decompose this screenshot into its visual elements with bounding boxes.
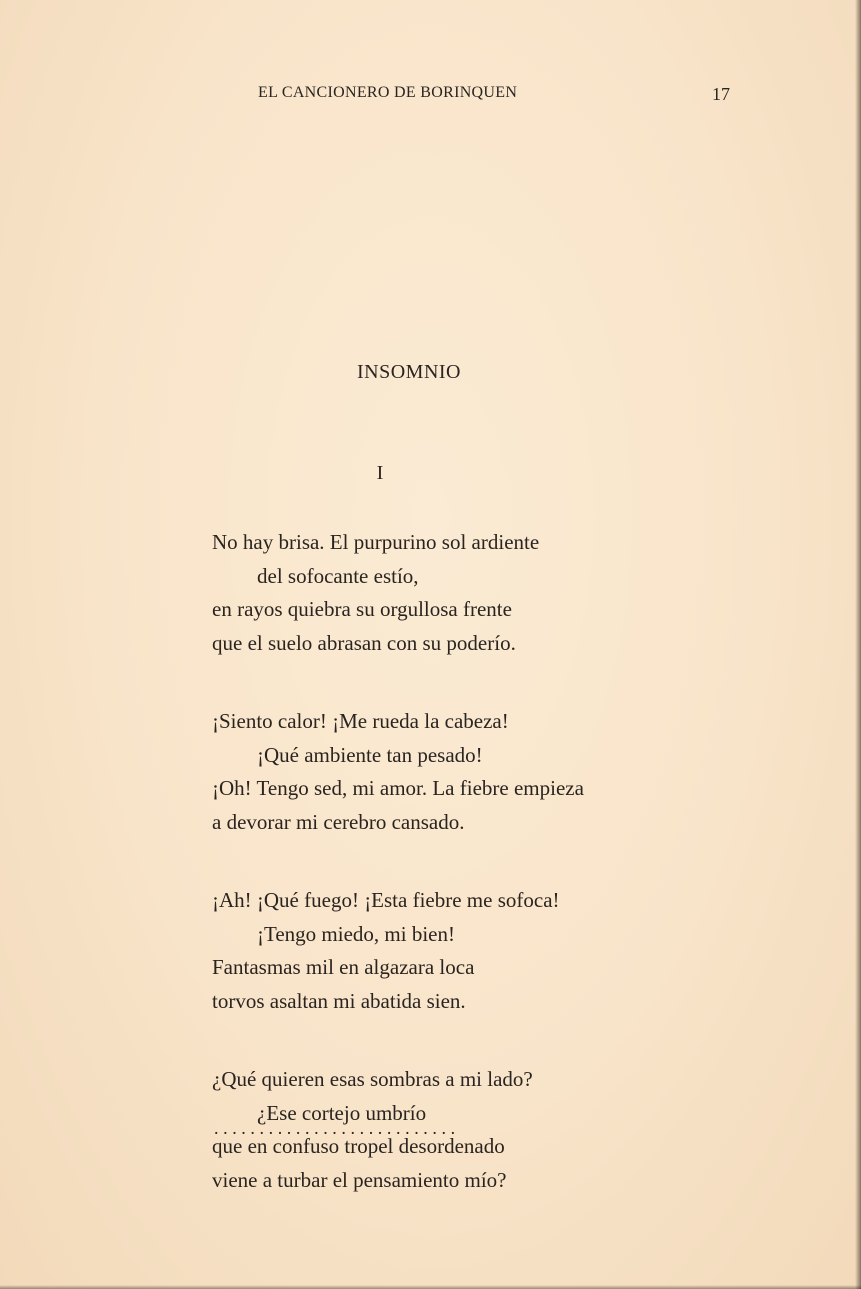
verse-line: viene a turbar el pensamiento mío?: [212, 1167, 507, 1192]
verse-line: ¡Siento calor! ¡Me rueda la cabeza!: [212, 709, 509, 733]
page-edge-shadow-bottom: [0, 1285, 861, 1289]
page-edge-shadow-right: [855, 0, 861, 1289]
running-head: EL CANCIONERO DE BORINQUEN: [258, 84, 518, 101]
verse-line: ¡Qué ambiente tan pesado!: [257, 742, 483, 767]
poem-title: INSOMNIO: [357, 361, 461, 383]
verse-line: en rayos quiebra su orgullosa frente: [212, 597, 512, 621]
ellipsis-dots: ...........................: [214, 1118, 460, 1138]
section-numeral: I: [376, 462, 384, 484]
verse-line: que el suelo abrasan con su poderío.: [212, 630, 516, 655]
verse-line: del sofocante estío,: [257, 563, 419, 588]
stanza-1: [212, 526, 732, 660]
verse-line: ¡Oh! Tengo sed, mi amor. La fiebre empieza: [212, 776, 584, 800]
verse-line: No hay brisa. El purpurino sol ardiente: [212, 530, 540, 554]
verse-line: torvos asaltan mi abatida sien.: [212, 988, 466, 1013]
stanza-2: [212, 705, 732, 839]
verse-line: a devorar mi cerebro cansado.: [212, 809, 465, 834]
verse-line: ¿Qué quieren esas sombras a mi lado?: [212, 1067, 533, 1091]
verse-line: ¡Ah! ¡Qué fuego! ¡Esta fiebre me sofoca!: [212, 888, 560, 912]
verse-line: Fantasmas mil en algazara loca: [212, 955, 475, 979]
verse-line: ¿Ese cortejo umbrío: [257, 1100, 427, 1125]
page-number: 17: [712, 84, 730, 104]
stanza-3: [212, 884, 732, 1018]
verse-line: ¡Tengo miedo, mi bien!: [257, 921, 455, 946]
verse-line: que en confuso tropel desordenado: [212, 1134, 505, 1158]
